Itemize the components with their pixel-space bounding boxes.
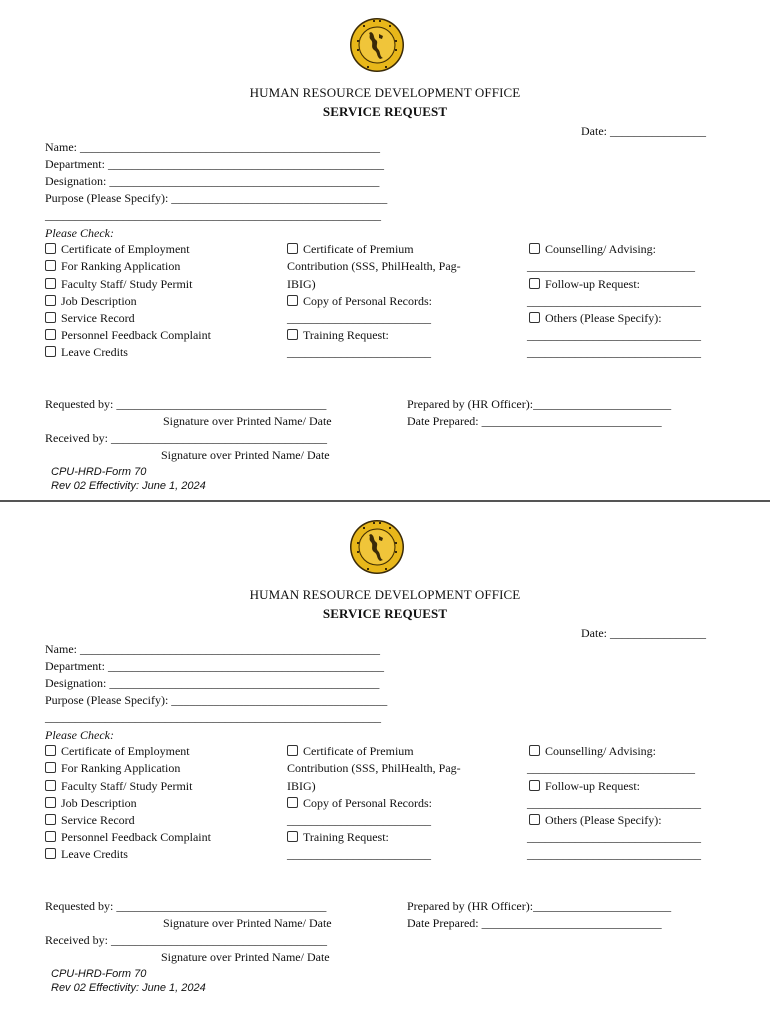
please-check-label: Please Check: (45, 226, 114, 240)
checkbox-icon[interactable] (529, 814, 540, 825)
checkbox-counselling[interactable]: Counselling/ Advising: (529, 242, 656, 256)
purpose-extra-line[interactable]: ________________________________________________________ (45, 710, 381, 724)
checkbox-leave-credits[interactable]: Leave Credits (45, 345, 128, 359)
name-field[interactable]: Name: __________________________________________________ (45, 140, 380, 154)
form-code: CPU-HRD-Form 70 (51, 466, 147, 478)
department-field[interactable]: Department: ______________________________________________ (45, 157, 384, 171)
date-field[interactable]: Date: ________________ (581, 124, 706, 138)
copy-records-field[interactable]: ________________________ (287, 311, 431, 325)
checkbox-icon[interactable] (45, 346, 56, 357)
others-field-1[interactable]: _____________________________ (527, 830, 701, 844)
checkbox-certificate-employment[interactable]: Certificate of Employment (45, 744, 190, 758)
requested-by-field[interactable]: Requested by: ___________________________________ (45, 899, 327, 913)
received-by-field[interactable]: Received by: ____________________________________ (45, 431, 327, 445)
checkbox-icon[interactable] (287, 745, 298, 756)
name-field[interactable]: Name: __________________________________________________ (45, 642, 380, 656)
checkbox-ranking-application[interactable]: For Ranking Application (45, 761, 180, 775)
checkbox-icon[interactable] (45, 329, 56, 340)
counselling-field[interactable]: ____________________________ (527, 761, 695, 775)
checkbox-feedback-complaint[interactable]: Personnel Feedback Complaint (45, 328, 211, 342)
checkbox-copy-records[interactable]: Copy of Personal Records: (287, 796, 432, 810)
premium-contribution-line3: IBIG) (287, 277, 316, 291)
checkbox-icon[interactable] (45, 295, 56, 306)
checkbox-icon[interactable] (287, 831, 298, 842)
university-seal-icon (349, 518, 405, 576)
checkbox-study-permit[interactable]: Faculty Staff/ Study Permit (45, 277, 192, 291)
checkbox-icon[interactable] (287, 295, 298, 306)
requested-signature-caption: Signature over Printed Name/ Date (163, 414, 332, 428)
service-request-form-top (0, 0, 770, 500)
checkbox-icon[interactable] (529, 780, 540, 791)
others-field-1[interactable]: _____________________________ (527, 328, 701, 342)
checkbox-premium-contribution[interactable]: Certificate of Premium (287, 242, 414, 256)
please-check-label: Please Check: (45, 728, 114, 742)
requested-by-field[interactable]: Requested by: ___________________________________ (45, 397, 327, 411)
checkbox-icon[interactable] (287, 243, 298, 254)
checkbox-training-request[interactable]: Training Request: (287, 328, 389, 342)
purpose-extra-line[interactable]: ________________________________________________________ (45, 208, 381, 222)
checkbox-counselling[interactable]: Counselling/ Advising: (529, 744, 656, 758)
requested-signature-caption: Signature over Printed Name/ Date (163, 916, 332, 930)
checkbox-icon[interactable] (45, 848, 56, 859)
checkbox-icon[interactable] (287, 797, 298, 808)
checkbox-icon[interactable] (45, 831, 56, 842)
followup-field[interactable]: _____________________________ (527, 796, 701, 810)
checkbox-premium-contribution[interactable]: Certificate of Premium (287, 744, 414, 758)
checkbox-icon[interactable] (45, 814, 56, 825)
checkbox-feedback-complaint[interactable]: Personnel Feedback Complaint (45, 830, 211, 844)
designation-field[interactable]: Designation: _____________________________________________ (45, 174, 380, 188)
received-by-field[interactable]: Received by: ____________________________________ (45, 933, 327, 947)
checkbox-icon[interactable] (45, 745, 56, 756)
purpose-field[interactable]: Purpose (Please Specify): ____________________________________ (45, 693, 388, 707)
checkbox-copy-records[interactable]: Copy of Personal Records: (287, 294, 432, 308)
followup-field[interactable]: _____________________________ (527, 294, 701, 308)
office-heading: HUMAN RESOURCE DEVELOPMENT OFFICE (249, 85, 521, 100)
received-signature-caption: Signature over Printed Name/ Date (161, 448, 330, 462)
checkbox-icon[interactable] (529, 278, 540, 289)
training-request-field[interactable]: ________________________ (287, 847, 431, 861)
checkbox-followup[interactable]: Follow-up Request: (529, 779, 640, 793)
date-field[interactable]: Date: ________________ (581, 626, 706, 640)
university-seal-icon (349, 16, 405, 74)
premium-contribution-line2: Contribution (SSS, PhilHealth, Pag- (287, 259, 461, 273)
checkbox-others[interactable]: Others (Please Specify): (529, 813, 662, 827)
prepared-by-field[interactable]: Prepared by (HR Officer):_______________________ (407, 397, 672, 411)
others-field-2[interactable]: _____________________________ (527, 345, 701, 359)
checkbox-icon[interactable] (45, 278, 56, 289)
revision-note: Rev 02 Effectivity: June 1, 2024 (51, 982, 206, 994)
counselling-field[interactable]: ____________________________ (527, 259, 695, 273)
form-title: SERVICE REQUEST (322, 606, 448, 621)
checkbox-icon[interactable] (45, 243, 56, 254)
checkbox-icon[interactable] (45, 780, 56, 791)
office-heading: HUMAN RESOURCE DEVELOPMENT OFFICE (249, 587, 521, 602)
checkbox-certificate-employment[interactable]: Certificate of Employment (45, 242, 190, 256)
department-field[interactable]: Department: ______________________________________________ (45, 659, 384, 673)
revision-note: Rev 02 Effectivity: June 1, 2024 (51, 480, 206, 492)
premium-contribution-line3: IBIG) (287, 779, 316, 793)
checkbox-ranking-application[interactable]: For Ranking Application (45, 259, 180, 273)
form-title: SERVICE REQUEST (322, 104, 448, 119)
designation-field[interactable]: Designation: _____________________________________________ (45, 676, 380, 690)
checkbox-icon[interactable] (529, 312, 540, 323)
form-code: CPU-HRD-Form 70 (51, 968, 147, 980)
checkbox-icon[interactable] (529, 243, 540, 254)
checkbox-study-permit[interactable]: Faculty Staff/ Study Permit (45, 779, 192, 793)
others-field-2[interactable]: _____________________________ (527, 847, 701, 861)
prepared-by-field[interactable]: Prepared by (HR Officer):_______________________ (407, 899, 672, 913)
checkbox-icon[interactable] (45, 762, 56, 773)
received-signature-caption: Signature over Printed Name/ Date (161, 950, 330, 964)
checkbox-service-record[interactable]: Service Record (45, 813, 135, 827)
checkbox-leave-credits[interactable]: Leave Credits (45, 847, 128, 861)
checkbox-job-description[interactable]: Job Description (45, 294, 137, 308)
checkbox-icon[interactable] (45, 260, 56, 271)
checkbox-icon[interactable] (45, 797, 56, 808)
date-prepared-field[interactable]: Date Prepared: ______________________________ (407, 916, 662, 930)
checkbox-others[interactable]: Others (Please Specify): (529, 311, 662, 325)
checkbox-training-request[interactable]: Training Request: (287, 830, 389, 844)
checkbox-icon[interactable] (45, 312, 56, 323)
premium-contribution-line2: Contribution (SSS, PhilHealth, Pag- (287, 761, 461, 775)
date-prepared-field[interactable]: Date Prepared: ______________________________ (407, 414, 662, 428)
training-request-field[interactable]: ________________________ (287, 345, 431, 359)
checkbox-service-record[interactable]: Service Record (45, 311, 135, 325)
service-request-form-bottom (0, 502, 770, 1002)
checkbox-job-description[interactable]: Job Description (45, 796, 137, 810)
copy-records-field[interactable]: ________________________ (287, 813, 431, 827)
checkbox-icon[interactable] (287, 329, 298, 340)
checkbox-followup[interactable]: Follow-up Request: (529, 277, 640, 291)
purpose-field[interactable]: Purpose (Please Specify): ____________________________________ (45, 191, 388, 205)
checkbox-icon[interactable] (529, 745, 540, 756)
